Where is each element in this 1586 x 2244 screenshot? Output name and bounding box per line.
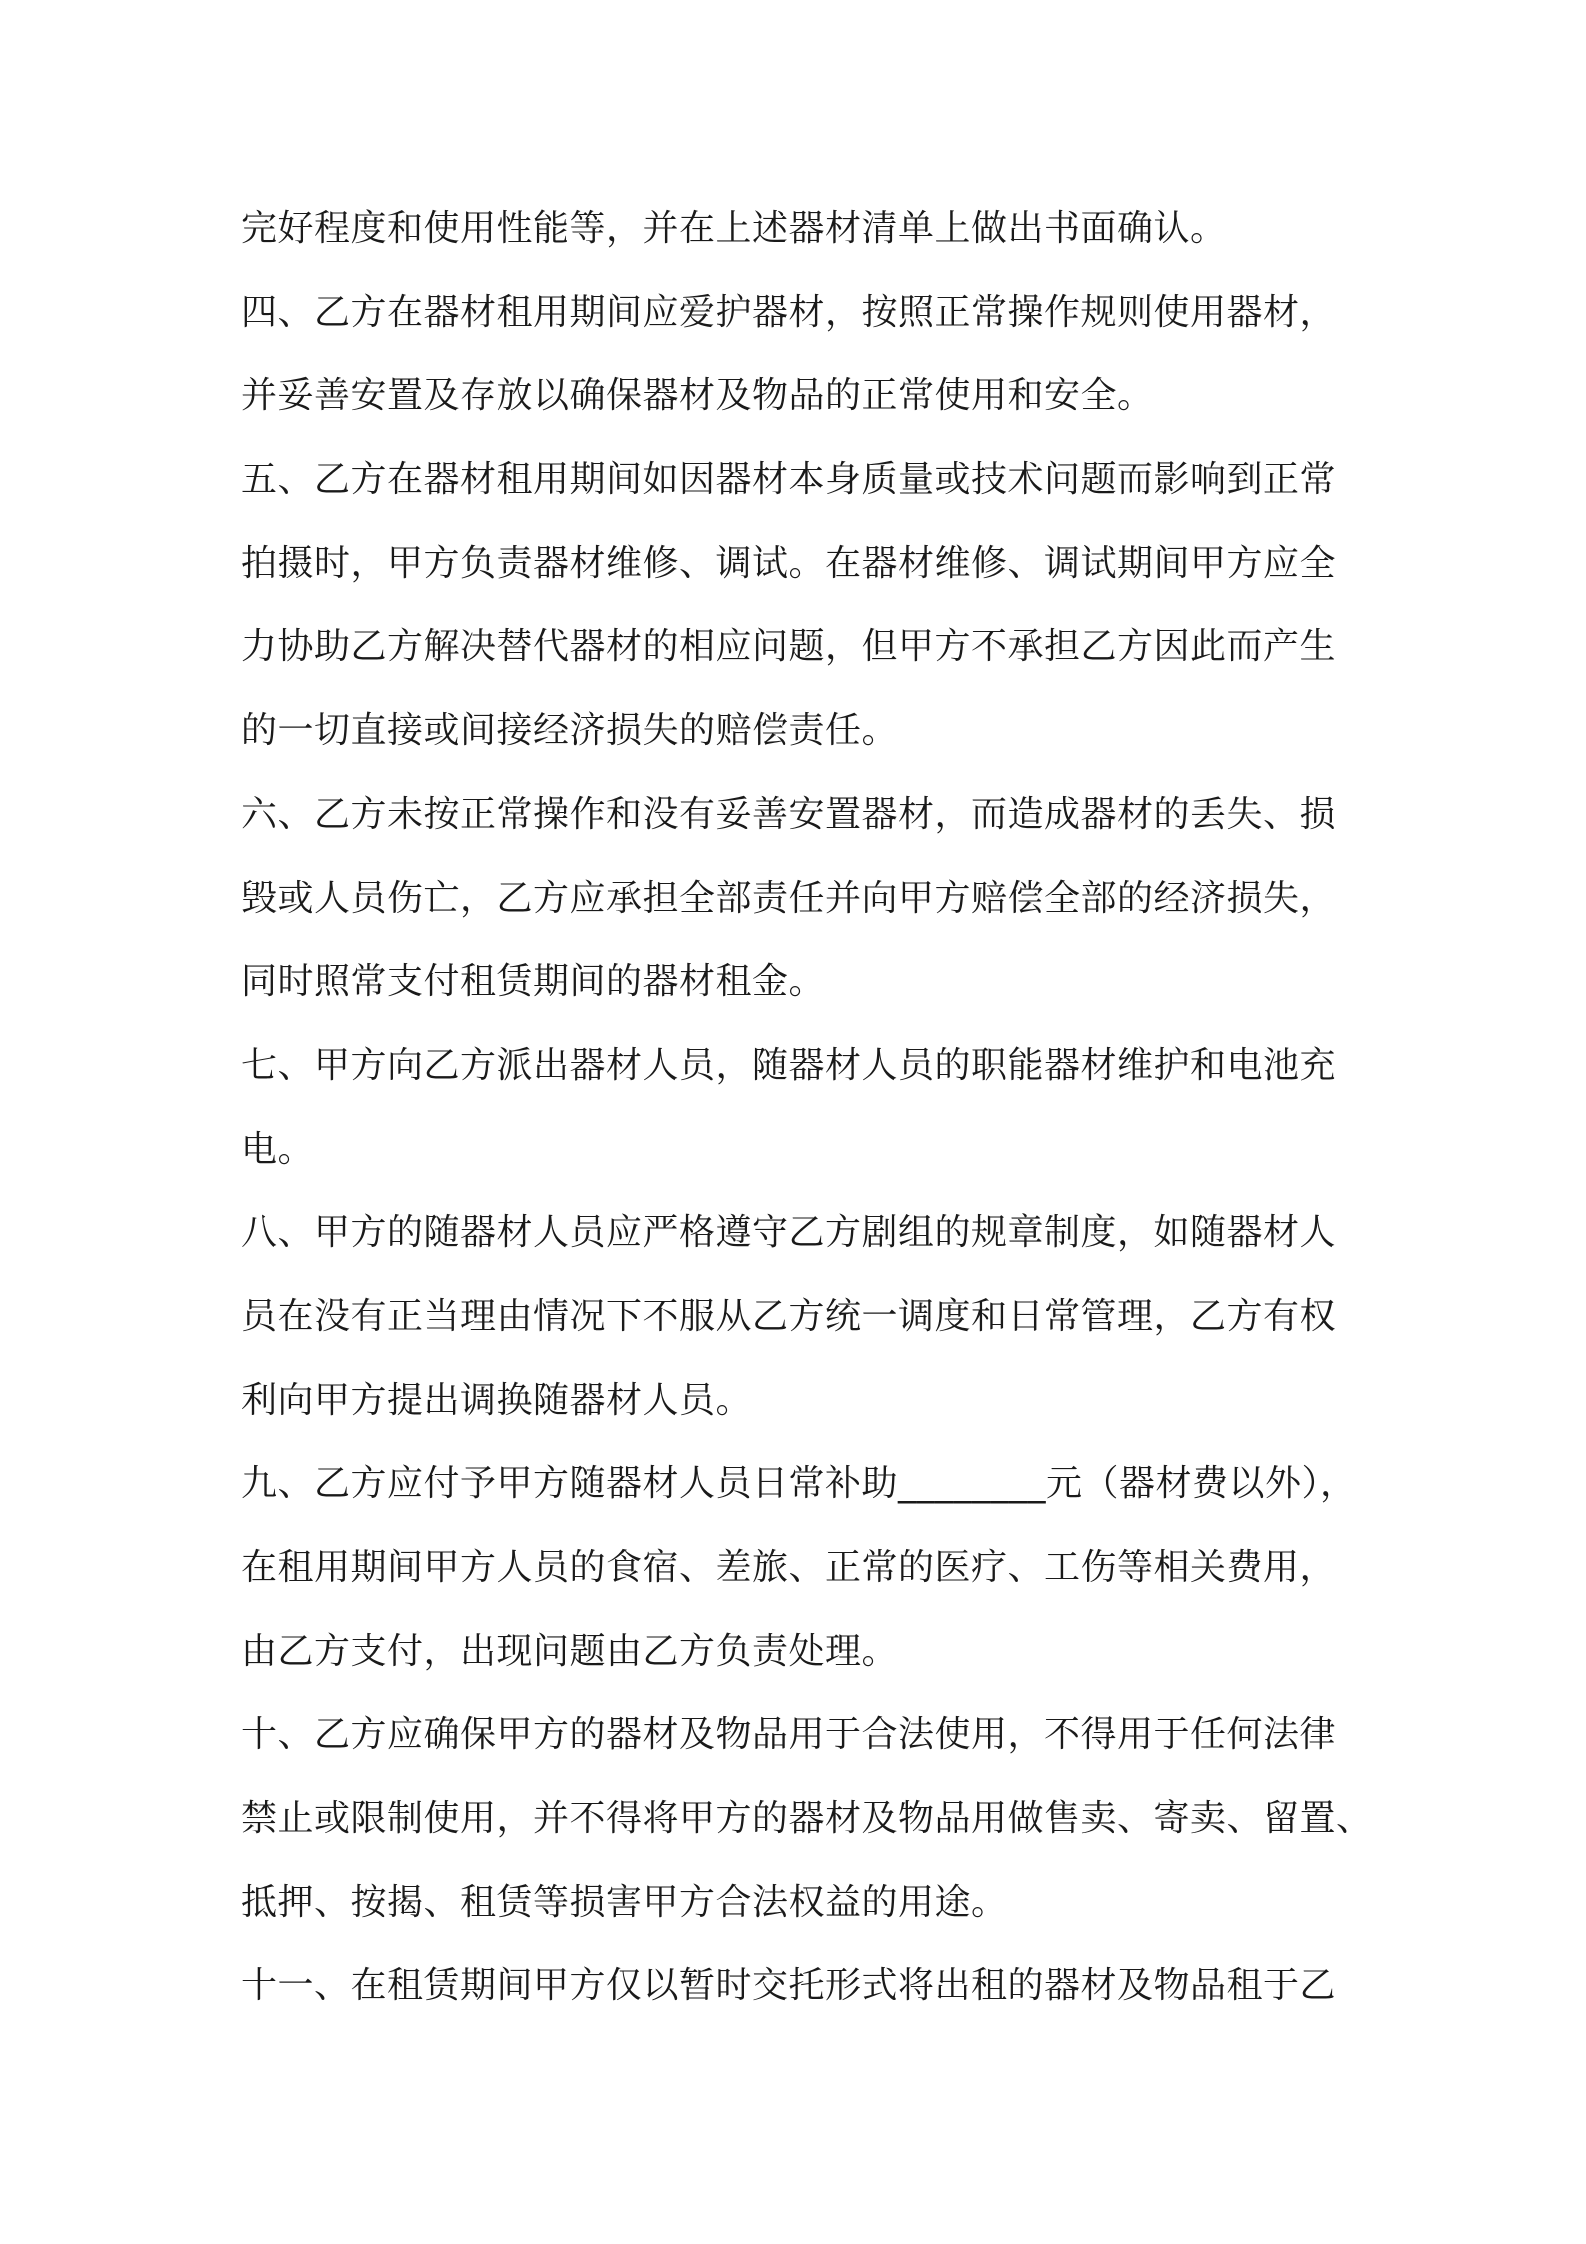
text-line-19: 十、乙方应确保甲方的器材及物品用于合法使用，不得用于任何法律 <box>241 1714 1337 1756</box>
text-line-2: 四、乙方在器材租用期间应爱护器材，按照正常操作规则使用器材， <box>241 291 1337 333</box>
text-line-9: 毁或人员伤亡，乙方应承担全部责任并向甲方赔偿全部的经济损失， <box>241 877 1337 919</box>
text-line-14: 员在没有正当理由情况下不服从乙方统一调度和日常管理，乙方有权 <box>241 1295 1337 1337</box>
text-line-8: 六、乙方未按正常操作和没有妥善安置器材，而造成器材的丢失、损 <box>241 793 1337 835</box>
text-line-13: 八、甲方的随器材人员应严格遵守乙方剧组的规章制度，如随器材人 <box>241 1212 1337 1254</box>
text-line-12: 电。 <box>241 1128 315 1170</box>
text-line-18: 由乙方支付，出现问题由乙方负责处理。 <box>241 1630 899 1672</box>
text-line-11: 七、甲方向乙方派出器材人员，随器材人员的职能器材维护和电池充 <box>241 1044 1337 1086</box>
text-line-10: 同时照常支付租赁期间的器材租金。 <box>241 961 826 1003</box>
text-line-22: 十一、在租赁期间甲方仅以暂时交托形式将出租的器材及物品租于乙 <box>241 1965 1337 2007</box>
text-line-5: 拍摄时，甲方负责器材维修、调试。在器材维修、调试期间甲方应全 <box>241 542 1337 584</box>
text-line-16: 九、乙方应付予甲方随器材人员日常补助________元（器材费以外）， <box>241 1463 1357 1505</box>
text-line-17: 在租用期间甲方人员的食宿、差旅、正常的医疗、工伤等相关费用， <box>241 1547 1337 1588</box>
text-line-15: 利向甲方提出调换随器材人员。 <box>241 1379 753 1421</box>
text-line-20: 禁止或限制使用，并不得将甲方的器材及物品用做售卖、寄卖、留置、 <box>241 1798 1373 1840</box>
text-line-3: 并妥善安置及存放以确保器材及物品的正常使用和安全。 <box>241 375 1154 417</box>
text-line-21: 抵押、按揭、租赁等损害甲方合法权益的用途。 <box>241 1881 1008 1923</box>
text-line-6: 力协助乙方解决替代器材的相应问题，但甲方不承担乙方因此而产生 <box>241 626 1337 668</box>
text-line-7: 的一切直接或间接经济损失的赔偿责任。 <box>241 710 899 752</box>
contract-body-text <box>241 187 1373 2028</box>
text-line-4: 五、乙方在器材租用期间如因器材本身质量或技术问题而影响到正常 <box>241 459 1337 501</box>
text-line-1: 完好程度和使用性能等，并在上述器材清单上做出书面确认。 <box>241 208 1227 249</box>
